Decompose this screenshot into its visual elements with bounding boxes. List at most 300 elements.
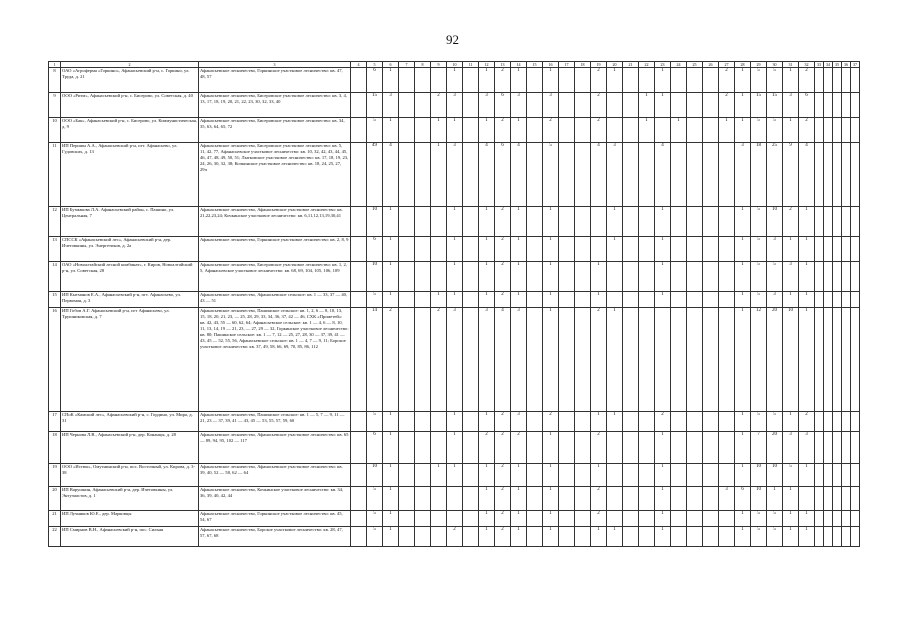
- count-cell: 1: [447, 464, 463, 487]
- count-cell: 25: [767, 143, 783, 207]
- column-number: 17: [559, 62, 575, 68]
- count-cell: 1: [783, 118, 799, 143]
- count-cell: 4: [479, 143, 495, 207]
- count-cell: 1: [431, 464, 447, 487]
- count-cell: 1: [511, 118, 527, 143]
- organization-cell: ИП Бузмакова Л.А. Афанасьевский район, с. Пашино, ул. Центральная, 7: [61, 207, 199, 237]
- count-cell: [703, 511, 719, 527]
- count-cell: 1: [655, 487, 671, 511]
- row-number: 13: [49, 237, 61, 262]
- count-cell: 1: [447, 262, 463, 292]
- count-cell: 3: [479, 308, 495, 412]
- count-cell: [415, 93, 431, 118]
- count-cell: [833, 237, 842, 262]
- count-cell: [842, 207, 851, 237]
- count-cell: 3: [607, 143, 623, 207]
- count-cell: [851, 262, 860, 292]
- count-cell: [842, 511, 851, 527]
- count-cell: 1: [655, 464, 671, 487]
- count-cell: 5: [751, 511, 767, 527]
- count-cell: [851, 487, 860, 511]
- table-row: [49, 464, 860, 487]
- count-cell: 2: [495, 262, 511, 292]
- count-cell: 2: [495, 207, 511, 237]
- count-cell: [527, 68, 543, 93]
- count-cell: [575, 511, 591, 527]
- column-number: 36: [842, 62, 851, 68]
- count-cell: [575, 464, 591, 487]
- count-cell: 1: [655, 432, 671, 464]
- count-cell: [703, 487, 719, 511]
- count-cell: 1: [479, 292, 495, 308]
- count-cell: [447, 511, 463, 527]
- count-cell: [399, 292, 415, 308]
- count-cell: 1: [591, 412, 607, 432]
- count-cell: 1: [383, 68, 399, 93]
- count-cell: 1: [735, 262, 751, 292]
- count-cell: 1: [447, 68, 463, 93]
- count-cell: 1: [799, 262, 815, 292]
- count-cell: [687, 262, 703, 292]
- count-cell: 1: [447, 412, 463, 432]
- count-cell: [671, 68, 687, 93]
- column-number: 1: [49, 62, 61, 68]
- column-number: 24: [671, 62, 687, 68]
- column-number: 8: [415, 62, 431, 68]
- count-cell: 2: [543, 118, 559, 143]
- count-cell: [851, 432, 860, 464]
- count-cell: [815, 308, 824, 412]
- count-cell: 5: [767, 118, 783, 143]
- count-cell: [671, 292, 687, 308]
- count-cell: [575, 527, 591, 547]
- count-cell: 2: [511, 432, 527, 464]
- count-cell: [623, 262, 639, 292]
- forestry-cell: Афанасьевское лесничество, Пашинское сельское: кв. 1 — 5, 7 — 9, 11 — 21, 23 — 37, 39, 41 — 43, 45 — 53, 55, 57, 59, 60: [199, 412, 351, 432]
- row-number: 14: [49, 262, 61, 292]
- column-number: 30: [767, 62, 783, 68]
- count-cell: 5: [767, 527, 783, 547]
- count-cell: [815, 143, 824, 207]
- count-cell: 3: [767, 237, 783, 262]
- count-cell: 12: [751, 308, 767, 412]
- count-cell: [671, 432, 687, 464]
- count-cell: [842, 487, 851, 511]
- row-number: 18: [49, 432, 61, 464]
- count-cell: [671, 412, 687, 432]
- count-cell: [799, 487, 815, 511]
- count-cell: 15: [751, 93, 767, 118]
- count-cell: 3: [543, 93, 559, 118]
- column-number: 9: [431, 62, 447, 68]
- organization-cell: СПоК «Камский лес», Афанасьевский р-н, с. Гордино, ул. Мира, д. 31: [61, 412, 199, 432]
- count-cell: [639, 487, 655, 511]
- count-cell: 10: [751, 464, 767, 487]
- count-cell: [815, 292, 824, 308]
- count-cell: [399, 93, 415, 118]
- count-cell: [719, 207, 735, 237]
- count-cell: 1: [783, 511, 799, 527]
- count-cell: 1: [655, 511, 671, 527]
- count-cell: [824, 464, 833, 487]
- count-cell: [687, 68, 703, 93]
- organization-cell: ИП Варушкин, Афанасьевский р-н, дер. Ичетовкины, ул. Энтузиастов, д. 1: [61, 487, 199, 511]
- count-cell: [415, 68, 431, 93]
- count-cell: [815, 237, 824, 262]
- count-cell: [399, 432, 415, 464]
- count-cell: [463, 237, 479, 262]
- count-cell: [719, 308, 735, 412]
- count-cell: 5: [767, 412, 783, 432]
- table-row: [49, 487, 860, 511]
- row-number: 17: [49, 412, 61, 432]
- count-cell: [623, 93, 639, 118]
- count-cell: [399, 308, 415, 412]
- count-cell: [719, 527, 735, 547]
- count-cell: 1: [639, 118, 655, 143]
- count-cell: [703, 432, 719, 464]
- count-cell: [851, 511, 860, 527]
- count-cell: 1: [511, 464, 527, 487]
- column-number: 10: [447, 62, 463, 68]
- count-cell: 1: [479, 487, 495, 511]
- count-cell: 10: [767, 464, 783, 487]
- count-cell: 1: [783, 237, 799, 262]
- organization-cell: ИП Смирнов В.Н., Афанасьевский р-н, пос. Сильня: [61, 527, 199, 547]
- count-cell: [671, 487, 687, 511]
- count-cell: [431, 432, 447, 464]
- count-cell: [575, 432, 591, 464]
- count-cell: 6: [367, 68, 383, 93]
- count-cell: 1: [735, 511, 751, 527]
- count-cell: 1: [543, 464, 559, 487]
- count-cell: 3: [783, 93, 799, 118]
- count-cell: 2: [655, 412, 671, 432]
- count-cell: [671, 143, 687, 207]
- organization-cell: ООО «Истюк», Омутнинский р-н, пос. Восточный, ул. Кирова, д. 3-38: [61, 464, 199, 487]
- count-cell: 1: [655, 262, 671, 292]
- count-cell: 1: [783, 412, 799, 432]
- count-cell: [399, 207, 415, 237]
- count-cell: 10: [367, 464, 383, 487]
- count-cell: [591, 207, 607, 237]
- row-number: 15: [49, 292, 61, 308]
- column-number: 22: [639, 62, 655, 68]
- column-number: 37: [851, 62, 860, 68]
- count-cell: 1: [799, 527, 815, 547]
- count-cell: 6: [735, 487, 751, 511]
- count-cell: [639, 432, 655, 464]
- page-number: 92: [446, 32, 459, 47]
- count-cell: [463, 308, 479, 412]
- count-cell: 3: [511, 412, 527, 432]
- count-cell: 9: [783, 143, 799, 207]
- count-cell: [671, 262, 687, 292]
- column-number: 19: [591, 62, 607, 68]
- count-cell: 2: [431, 308, 447, 412]
- count-cell: [687, 118, 703, 143]
- column-number: 21: [623, 62, 639, 68]
- count-cell: [559, 262, 575, 292]
- count-cell: 2: [447, 527, 463, 547]
- count-cell: [703, 262, 719, 292]
- forestry-cell: Афанасьевское лесничество, Бисеровское участковое лесничество: кв. 3, 4, 13, 17, 18, 19, 20, 21, 22, 23, 30, 32, 33, 40: [199, 93, 351, 118]
- count-cell: [842, 68, 851, 93]
- count-cell: [559, 308, 575, 412]
- count-cell: 7: [751, 432, 767, 464]
- count-cell: 1: [639, 93, 655, 118]
- count-cell: 2: [495, 527, 511, 547]
- count-cell: [815, 118, 824, 143]
- count-cell: [527, 511, 543, 527]
- count-cell: [687, 207, 703, 237]
- count-cell: [623, 487, 639, 511]
- count-cell: 3: [511, 308, 527, 412]
- count-cell: [687, 292, 703, 308]
- count-cell: [815, 464, 824, 487]
- count-cell: [655, 118, 671, 143]
- organization-cell: ИП Чернова Л.В., Афанасьевский р-н, дер. Конанцы, д. 28: [61, 432, 199, 464]
- count-cell: 1: [383, 292, 399, 308]
- count-cell: 2: [495, 292, 511, 308]
- count-cell: 20: [767, 308, 783, 412]
- count-cell: [671, 527, 687, 547]
- count-cell: [842, 292, 851, 308]
- column-number: 3: [199, 62, 351, 68]
- count-cell: 2: [719, 93, 735, 118]
- count-cell: [842, 262, 851, 292]
- count-cell: 1: [543, 237, 559, 262]
- count-cell: [719, 412, 735, 432]
- count-cell: [463, 262, 479, 292]
- count-cell: [833, 93, 842, 118]
- count-cell: 1: [479, 464, 495, 487]
- count-cell: [399, 143, 415, 207]
- count-cell: 3: [479, 93, 495, 118]
- count-cell: 1: [591, 262, 607, 292]
- count-cell: 2: [495, 118, 511, 143]
- count-cell: 1: [511, 237, 527, 262]
- count-cell: 1: [431, 143, 447, 207]
- count-cell: [463, 511, 479, 527]
- count-cell: 1: [383, 487, 399, 511]
- forestry-cell: Афанасьевское лесничество, Бисеровское участковое лесничество: кв. 34, 35, 63, 64, 65, 72: [199, 118, 351, 143]
- count-cell: 1: [735, 292, 751, 308]
- column-number: 16: [543, 62, 559, 68]
- count-cell: [575, 412, 591, 432]
- count-cell: [527, 93, 543, 118]
- column-number: 5: [367, 62, 383, 68]
- count-cell: [607, 464, 623, 487]
- count-cell: [851, 292, 860, 308]
- count-cell: 1: [479, 412, 495, 432]
- count-cell: [842, 527, 851, 547]
- count-cell: 2: [383, 308, 399, 412]
- column-number: 11: [463, 62, 479, 68]
- count-cell: [399, 527, 415, 547]
- count-cell: 1: [607, 68, 623, 93]
- count-cell: 2: [783, 207, 799, 237]
- column-number: 26: [703, 62, 719, 68]
- count-cell: 5: [767, 68, 783, 93]
- table-row: [49, 527, 860, 547]
- count-cell: 6: [495, 143, 511, 207]
- table-row: [49, 432, 860, 464]
- count-cell: [463, 412, 479, 432]
- count-cell: [639, 68, 655, 93]
- count-cell: [575, 237, 591, 262]
- count-cell: [623, 464, 639, 487]
- count-cell: [559, 432, 575, 464]
- count-cell: [671, 93, 687, 118]
- row-number: 21: [49, 511, 61, 527]
- count-cell: 10: [767, 207, 783, 237]
- count-cell: 1: [543, 308, 559, 412]
- count-cell: [415, 412, 431, 432]
- count-cell: [824, 143, 833, 207]
- column-number: 4: [351, 62, 367, 68]
- forestry-cell: Афанасьевское лесничество, Бисеровское участковое лесничество: кв. 1, 2, 5, Афанасьевское участковое лесничество: кв. 68, 69, 104, 105, 106, 109: [199, 262, 351, 292]
- count-cell: [833, 308, 842, 412]
- forestry-cell: Афанасьевское лесничество, Афанасьевское участковое лесничество: кв. 21,22,23,24; Кочкинское участковое лесничество: кв. 6,11,12,13,19,30,41: [199, 207, 351, 237]
- count-cell: 1: [655, 68, 671, 93]
- count-cell: [687, 527, 703, 547]
- count-cell: [415, 237, 431, 262]
- count-cell: 1: [479, 262, 495, 292]
- organization-cell: ИП Кытманов Е.А., Афанасьевский р-н, пгт. Афанасьево, ул. Первомая, д. 3: [61, 292, 199, 308]
- count-cell: [623, 527, 639, 547]
- count-cell: [399, 237, 415, 262]
- count-cell: 1: [479, 118, 495, 143]
- count-cell: [842, 93, 851, 118]
- table-row: [49, 308, 860, 412]
- count-cell: [415, 143, 431, 207]
- count-cell: 1: [383, 262, 399, 292]
- count-cell: [842, 432, 851, 464]
- count-cell: [607, 262, 623, 292]
- data-table: [48, 61, 860, 547]
- column-number: 20: [607, 62, 623, 68]
- count-cell: [351, 143, 367, 207]
- count-cell: [687, 93, 703, 118]
- count-cell: 5: [367, 118, 383, 143]
- count-cell: 1: [479, 207, 495, 237]
- count-cell: [463, 143, 479, 207]
- count-cell: [527, 412, 543, 432]
- row-number: 12: [49, 207, 61, 237]
- count-cell: [824, 93, 833, 118]
- forestry-cell: Афанасьевское лесничество, Горкинское участковое лесничество: кв. 45, 54, 67: [199, 511, 351, 527]
- count-cell: 5: [367, 527, 383, 547]
- column-number: 32: [799, 62, 815, 68]
- count-cell: 1: [735, 464, 751, 487]
- count-cell: [399, 262, 415, 292]
- count-cell: 5: [751, 262, 767, 292]
- count-cell: 1: [607, 412, 623, 432]
- count-cell: [415, 207, 431, 237]
- count-cell: [833, 511, 842, 527]
- count-cell: 5: [751, 68, 767, 93]
- count-cell: [527, 308, 543, 412]
- count-cell: 1: [431, 292, 447, 308]
- forestry-cell: Афанасьевское лесничество, Бисеровское участковое лесничество: кв. 5, 11, 42, 77, Афанасьевское участковое лесничество: кв. 10, 32, 42, 43, 44, 45, 46, 47, 48, 49, 50, 51; Лытковское участковое лесничество: кв. 17, 18, 19, 23, 24, 26, 30, 32, 38; Кочкинское участковое лесничество: кв. 18, 24, 25, 27, 29ч: [199, 143, 351, 207]
- count-cell: 1: [799, 511, 815, 527]
- count-cell: [399, 118, 415, 143]
- count-cell: 1: [655, 207, 671, 237]
- count-cell: 15: [367, 93, 383, 118]
- count-cell: [623, 432, 639, 464]
- count-cell: [851, 412, 860, 432]
- count-cell: 1: [735, 118, 751, 143]
- count-cell: [463, 292, 479, 308]
- count-cell: 1: [511, 527, 527, 547]
- count-cell: [833, 143, 842, 207]
- count-cell: [833, 432, 842, 464]
- count-cell: [559, 511, 575, 527]
- count-cell: [719, 464, 735, 487]
- count-cell: 1: [447, 432, 463, 464]
- count-cell: [527, 118, 543, 143]
- forestry-cell: Афанасьевское лесничество, Пашинское сельское: кв. 1, 2, 6 — 8, 10, 13, 15, 18, 20, 21, 23, — 25, 28, 29, 33, 34, 36, 37, 42 — 46, СХК «Прометей»: кв. 42, 43, 55 — 60, 62, 64; Афанасьевское сельское: кв. 1 — 4, 6 — 8, 10, 11, 13, 14, 19 — 21, 23, — 27, 29 — 32, Горкинское участковое лесничество: кв. 80; Пашинское сельское: кв. 1 — 7, 12 — 25, 27, 28, 30 — 37, 39, 41 — 43, 45 — 52, 55, 56, Афанасьевское сельское: кв. 1 — 4, 7 — 9, 11; Борское участковое лесничество: кв. 37, 49, 58, 66, 69, 70, 85, 86, 112: [199, 308, 351, 412]
- count-cell: [639, 262, 655, 292]
- count-cell: [703, 93, 719, 118]
- count-cell: 2: [799, 412, 815, 432]
- column-number: 33: [815, 62, 824, 68]
- count-cell: [719, 143, 735, 207]
- count-cell: [575, 143, 591, 207]
- count-cell: 5: [751, 207, 767, 237]
- count-cell: [559, 68, 575, 93]
- count-cell: [527, 143, 543, 207]
- count-cell: [575, 292, 591, 308]
- count-cell: 4: [655, 143, 671, 207]
- count-cell: [623, 68, 639, 93]
- count-cell: [824, 262, 833, 292]
- count-cell: 1: [511, 292, 527, 308]
- count-cell: 1: [735, 68, 751, 93]
- count-cell: [415, 527, 431, 547]
- count-cell: [815, 487, 824, 511]
- count-cell: [703, 292, 719, 308]
- count-cell: [623, 412, 639, 432]
- count-cell: 2: [495, 487, 511, 511]
- count-cell: 5: [751, 527, 767, 547]
- forestry-cell: Афанасьевское лесничество, Горкинское участковое лесничество: кв. 2, 8, 9: [199, 237, 351, 262]
- count-cell: [824, 527, 833, 547]
- count-cell: [351, 511, 367, 527]
- column-number: 25: [687, 62, 703, 68]
- count-cell: [415, 308, 431, 412]
- count-cell: [607, 118, 623, 143]
- count-cell: 20: [767, 432, 783, 464]
- count-cell: 5: [783, 464, 799, 487]
- count-cell: 1: [447, 237, 463, 262]
- count-cell: [351, 527, 367, 547]
- table-row: [49, 68, 860, 93]
- count-cell: [399, 68, 415, 93]
- count-cell: 1: [383, 432, 399, 464]
- count-cell: [623, 237, 639, 262]
- count-cell: 1: [671, 118, 687, 143]
- column-number: 34: [824, 62, 833, 68]
- count-cell: [463, 93, 479, 118]
- count-cell: 1: [783, 527, 799, 547]
- count-cell: [703, 118, 719, 143]
- count-cell: [842, 143, 851, 207]
- count-cell: 5: [367, 511, 383, 527]
- count-cell: 2: [495, 237, 511, 262]
- count-cell: 1: [719, 118, 735, 143]
